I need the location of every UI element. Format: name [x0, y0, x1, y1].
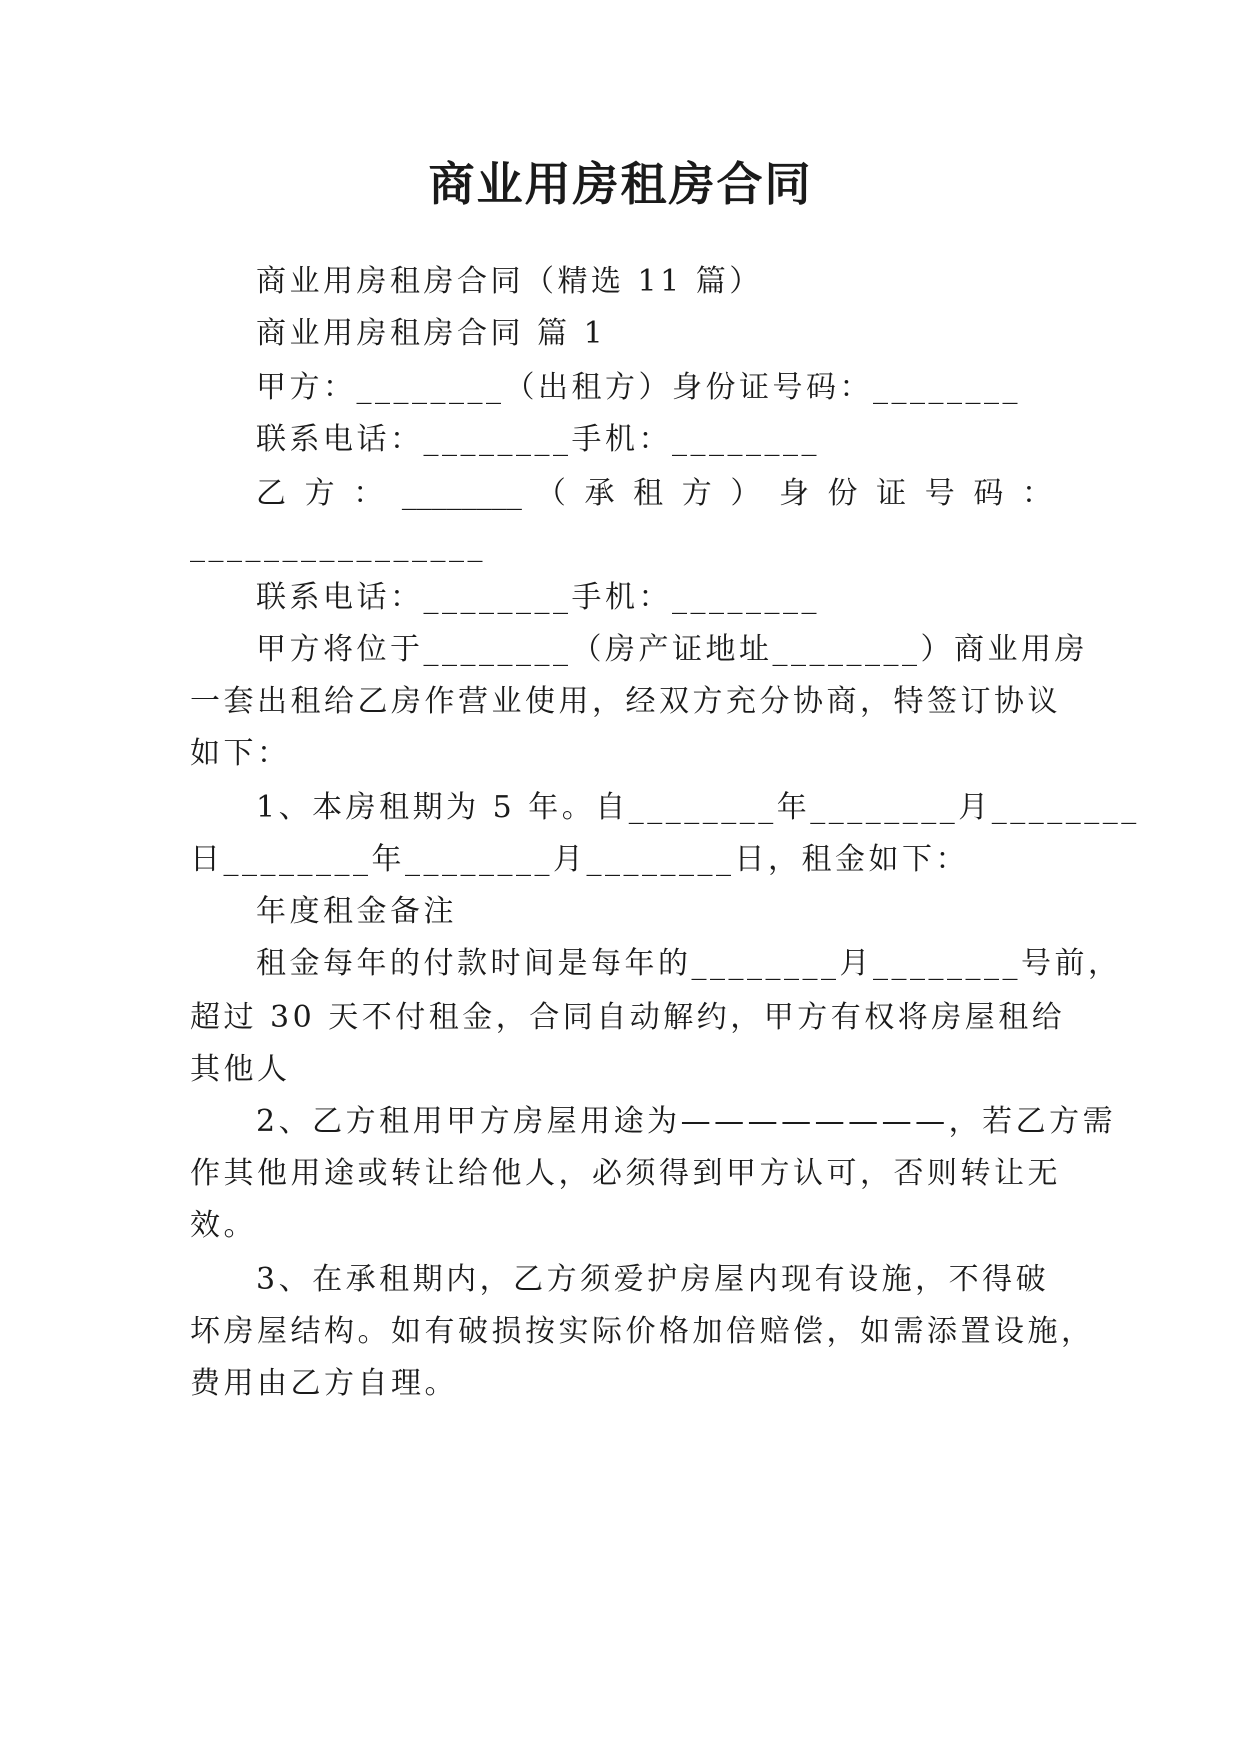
paragraph-line: 一套出租给乙房作营业使用，经双方充分协商，特签订协议	[190, 684, 1061, 719]
rent-table-header: 年度租金备注	[256, 894, 457, 929]
clause-3-line: 费用由乙方自理。	[190, 1366, 458, 1401]
section-heading: 商业用房租房合同 篇 1	[256, 316, 607, 351]
party-b-id-blank: ________________	[190, 528, 486, 563]
payment-line: 超过 30 天不付租金，合同自动解约，甲方有权将房屋租给	[190, 1000, 1066, 1035]
clause-3-line: 坏房屋结构。如有破损按实际价格加倍赔偿，如需添置设施，	[190, 1314, 1095, 1349]
clause-2-line: 2、乙方租用甲方房屋用途为————————，若乙方需	[256, 1104, 1117, 1139]
party-a-line: 甲方：________（出租方）身份证号码：________	[256, 370, 1021, 405]
subtitle-line: 商业用房租房合同（精选 11 篇）	[256, 264, 763, 299]
party-b-line: 乙 方 ： ________ （ 承 租 方 ） 身 份 证 号 码 ：	[256, 476, 1052, 511]
paragraph-line: 如下：	[190, 736, 291, 771]
clause-3-line: 3、在承租期内，乙方须爱护房屋内现有设施，不得破	[256, 1262, 1050, 1297]
clause-2-line: 效。	[190, 1208, 257, 1243]
payment-line: 租金每年的付款时间是每年的________月________号前，	[256, 946, 1122, 981]
payment-line: 其他人	[190, 1052, 291, 1087]
document-title: 商业用房租房合同	[428, 157, 813, 211]
clause-2-line: 作其他用途或转让给他人，必须得到甲方认可，否则转让无	[190, 1156, 1061, 1191]
paragraph-line: 甲方将位于________（房产证地址________）商业用房	[256, 632, 1088, 667]
clause-1-line: 1、本房租期为 5 年。自________年________月________	[256, 790, 1140, 825]
party-a-contact-line: 联系电话：________手机：________	[256, 422, 820, 457]
party-b-contact-line: 联系电话：________手机：________	[256, 580, 820, 615]
clause-1-line: 日________年________月________日，租金如下：	[190, 842, 969, 877]
